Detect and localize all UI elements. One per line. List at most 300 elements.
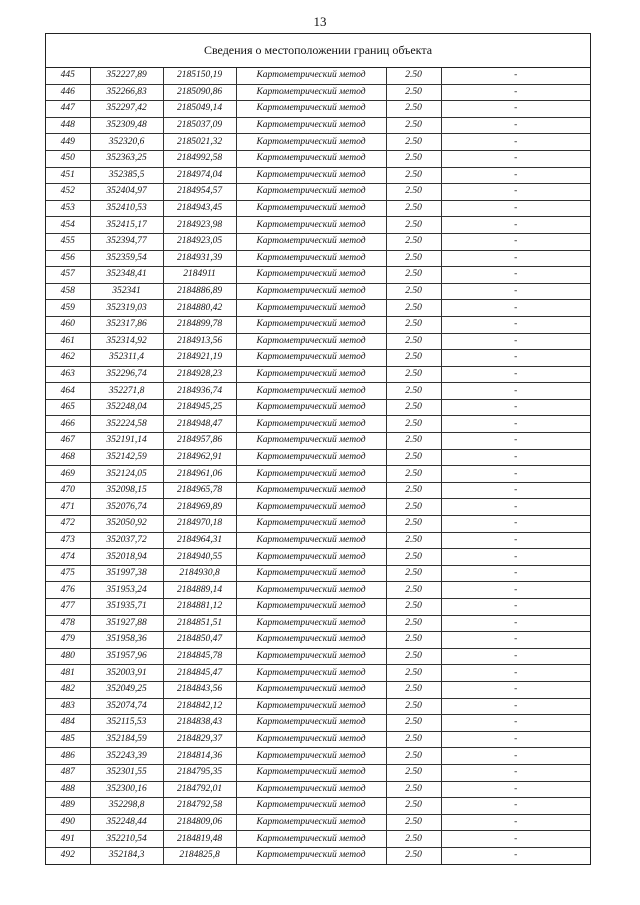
y-coordinate-cell: 2184819,48 [163, 831, 236, 848]
description-cell: - [441, 648, 590, 665]
precision-cell: 2.50 [386, 366, 441, 383]
x-coordinate-cell: 352320,6 [90, 134, 163, 151]
x-coordinate-cell: 352227,89 [90, 68, 163, 84]
method-cell: Картометрический метод [236, 433, 386, 450]
point-number-cell: 454 [46, 217, 90, 234]
y-coordinate-cell: 2184923,05 [163, 233, 236, 250]
description-cell: - [441, 764, 590, 781]
x-coordinate-cell: 352098,15 [90, 482, 163, 499]
y-coordinate-cell: 2185021,32 [163, 134, 236, 151]
table-row [46, 134, 590, 151]
table-row [46, 482, 590, 499]
method-cell: Картометрический метод [236, 399, 386, 416]
x-coordinate-cell: 351958,36 [90, 632, 163, 649]
description-cell: - [441, 184, 590, 201]
precision-cell: 2.50 [386, 831, 441, 848]
point-number-cell: 467 [46, 433, 90, 450]
precision-cell: 2.50 [386, 250, 441, 267]
x-coordinate-cell: 351927,88 [90, 615, 163, 632]
precision-cell: 2.50 [386, 449, 441, 466]
table-row [46, 433, 590, 450]
point-number-cell: 492 [46, 847, 90, 863]
x-coordinate-cell: 352311,4 [90, 350, 163, 367]
table-row [46, 267, 590, 284]
table-row [46, 698, 590, 715]
x-coordinate-cell: 352124,05 [90, 466, 163, 483]
point-number-cell: 491 [46, 831, 90, 848]
description-cell: - [441, 416, 590, 433]
method-cell: Картометрический метод [236, 184, 386, 201]
table-row [46, 582, 590, 599]
table-row [46, 233, 590, 250]
x-coordinate-cell: 352248,04 [90, 399, 163, 416]
x-coordinate-cell: 352314,92 [90, 333, 163, 350]
description-cell: - [441, 101, 590, 118]
precision-cell: 2.50 [386, 499, 441, 516]
method-cell: Картометрический метод [236, 366, 386, 383]
method-cell: Картометрический метод [236, 798, 386, 815]
y-coordinate-cell: 2184911 [163, 267, 236, 284]
y-coordinate-cell: 2184899,78 [163, 316, 236, 333]
page-number: 13 [313, 14, 327, 29]
method-cell: Картометрический метод [236, 217, 386, 234]
precision-cell: 2.50 [386, 316, 441, 333]
description-cell: - [441, 333, 590, 350]
x-coordinate-cell: 352037,72 [90, 532, 163, 549]
x-coordinate-cell: 352248,44 [90, 814, 163, 831]
y-coordinate-cell: 2184845,47 [163, 665, 236, 682]
method-cell: Картометрический метод [236, 350, 386, 367]
method-cell: Картометрический метод [236, 482, 386, 499]
precision-cell: 2.50 [386, 847, 441, 863]
precision-cell: 2.50 [386, 117, 441, 134]
description-cell: - [441, 150, 590, 167]
point-number-cell: 456 [46, 250, 90, 267]
table-row [46, 333, 590, 350]
method-cell: Картометрический метод [236, 167, 386, 184]
y-coordinate-cell: 2184943,45 [163, 200, 236, 217]
precision-cell: 2.50 [386, 68, 441, 84]
precision-cell: 2.50 [386, 615, 441, 632]
method-cell: Картометрический метод [236, 665, 386, 682]
point-number-cell: 455 [46, 233, 90, 250]
method-cell: Картометрический метод [236, 731, 386, 748]
y-coordinate-cell: 2184954,57 [163, 184, 236, 201]
point-number-cell: 462 [46, 350, 90, 367]
table-row [46, 150, 590, 167]
y-coordinate-cell: 2184961,06 [163, 466, 236, 483]
method-cell: Картометрический метод [236, 582, 386, 599]
point-number-cell: 447 [46, 101, 90, 118]
y-coordinate-cell: 2184928,23 [163, 366, 236, 383]
description-cell: - [441, 615, 590, 632]
table-row [46, 499, 590, 516]
description-cell: - [441, 316, 590, 333]
point-number-cell: 480 [46, 648, 90, 665]
table-row [46, 283, 590, 300]
method-cell: Картометрический метод [236, 615, 386, 632]
y-coordinate-cell: 2184829,37 [163, 731, 236, 748]
table-row [46, 764, 590, 781]
description-cell: - [441, 532, 590, 549]
table-row [46, 549, 590, 566]
y-coordinate-cell: 2184842,12 [163, 698, 236, 715]
method-cell: Картометрический метод [236, 632, 386, 649]
y-coordinate-cell: 2184880,42 [163, 300, 236, 317]
x-coordinate-cell: 351997,38 [90, 565, 163, 582]
description-cell: - [441, 84, 590, 101]
y-coordinate-cell: 2185049,14 [163, 101, 236, 118]
description-cell: - [441, 781, 590, 798]
y-coordinate-cell: 2184957,86 [163, 433, 236, 450]
y-coordinate-cell: 2184889,14 [163, 582, 236, 599]
description-cell: - [441, 117, 590, 134]
precision-cell: 2.50 [386, 167, 441, 184]
description-cell: - [441, 482, 590, 499]
description-cell: - [441, 814, 590, 831]
x-coordinate-cell: 351953,24 [90, 582, 163, 599]
description-cell: - [441, 449, 590, 466]
method-cell: Картометрический метод [236, 466, 386, 483]
x-coordinate-cell: 352300,16 [90, 781, 163, 798]
method-cell: Картометрический метод [236, 648, 386, 665]
method-cell: Картометрический метод [236, 117, 386, 134]
precision-cell: 2.50 [386, 731, 441, 748]
description-cell: - [441, 466, 590, 483]
x-coordinate-cell: 352404,97 [90, 184, 163, 201]
point-number-cell: 458 [46, 283, 90, 300]
precision-cell: 2.50 [386, 283, 441, 300]
method-cell: Картометрический метод [236, 250, 386, 267]
precision-cell: 2.50 [386, 84, 441, 101]
precision-cell: 2.50 [386, 665, 441, 682]
y-coordinate-cell: 2185150,19 [163, 68, 236, 84]
point-number-cell: 485 [46, 731, 90, 748]
x-coordinate-cell: 352341 [90, 283, 163, 300]
x-coordinate-cell: 352049,25 [90, 681, 163, 698]
table-row [46, 731, 590, 748]
precision-cell: 2.50 [386, 433, 441, 450]
point-number-cell: 450 [46, 150, 90, 167]
y-coordinate-cell: 2184992,58 [163, 150, 236, 167]
x-coordinate-cell: 352385,5 [90, 167, 163, 184]
method-cell: Картометрический метод [236, 681, 386, 698]
precision-cell: 2.50 [386, 482, 441, 499]
x-coordinate-cell: 352184,59 [90, 731, 163, 748]
y-coordinate-cell: 2184792,01 [163, 781, 236, 798]
description-cell: - [441, 233, 590, 250]
table-row [46, 516, 590, 533]
x-coordinate-cell: 352115,53 [90, 715, 163, 732]
description-cell: - [441, 698, 590, 715]
x-coordinate-cell: 352309,48 [90, 117, 163, 134]
table-row [46, 416, 590, 433]
x-coordinate-cell: 352003,91 [90, 665, 163, 682]
y-coordinate-cell: 2184913,56 [163, 333, 236, 350]
table-row [46, 814, 590, 831]
x-coordinate-cell: 352184,3 [90, 847, 163, 863]
x-coordinate-cell: 352074,74 [90, 698, 163, 715]
table-row [46, 615, 590, 632]
precision-cell: 2.50 [386, 150, 441, 167]
description-cell: - [441, 267, 590, 284]
method-cell: Картометрический метод [236, 84, 386, 101]
x-coordinate-cell: 352359,54 [90, 250, 163, 267]
coordinates-table [46, 68, 590, 864]
x-coordinate-cell: 352394,77 [90, 233, 163, 250]
point-number-cell: 453 [46, 200, 90, 217]
description-cell: - [441, 831, 590, 848]
y-coordinate-cell: 2184814,36 [163, 748, 236, 765]
precision-cell: 2.50 [386, 416, 441, 433]
point-number-cell: 487 [46, 764, 90, 781]
method-cell: Картометрический метод [236, 416, 386, 433]
method-cell: Картометрический метод [236, 516, 386, 533]
table-row [46, 350, 590, 367]
y-coordinate-cell: 2184921,19 [163, 350, 236, 367]
precision-cell: 2.50 [386, 383, 441, 400]
precision-cell: 2.50 [386, 798, 441, 815]
method-cell: Картометрический метод [236, 549, 386, 566]
point-number-cell: 476 [46, 582, 90, 599]
precision-cell: 2.50 [386, 200, 441, 217]
precision-cell: 2.50 [386, 516, 441, 533]
table-row [46, 466, 590, 483]
precision-cell: 2.50 [386, 399, 441, 416]
method-cell: Картометрический метод [236, 764, 386, 781]
table-row [46, 565, 590, 582]
point-number-cell: 466 [46, 416, 90, 433]
description-cell: - [441, 217, 590, 234]
table-row [46, 632, 590, 649]
method-cell: Картометрический метод [236, 814, 386, 831]
table-row [46, 847, 590, 863]
method-cell: Картометрический метод [236, 499, 386, 516]
table-row [46, 781, 590, 798]
point-number-cell: 488 [46, 781, 90, 798]
y-coordinate-cell: 2184792,58 [163, 798, 236, 815]
description-cell: - [441, 516, 590, 533]
description-cell: - [441, 283, 590, 300]
table-row [46, 532, 590, 549]
x-coordinate-cell: 351957,96 [90, 648, 163, 665]
y-coordinate-cell: 2184843,56 [163, 681, 236, 698]
description-cell: - [441, 433, 590, 450]
description-cell: - [441, 847, 590, 863]
point-number-cell: 482 [46, 681, 90, 698]
description-cell: - [441, 582, 590, 599]
y-coordinate-cell: 2184965,78 [163, 482, 236, 499]
method-cell: Картометрический метод [236, 748, 386, 765]
point-number-cell: 449 [46, 134, 90, 151]
description-cell: - [441, 731, 590, 748]
table-row [46, 798, 590, 815]
method-cell: Картометрический метод [236, 565, 386, 582]
point-number-cell: 460 [46, 316, 90, 333]
precision-cell: 2.50 [386, 466, 441, 483]
y-coordinate-cell: 2184962,91 [163, 449, 236, 466]
precision-cell: 2.50 [386, 781, 441, 798]
y-coordinate-cell: 2185037,09 [163, 117, 236, 134]
description-cell: - [441, 748, 590, 765]
y-coordinate-cell: 2184809,06 [163, 814, 236, 831]
method-cell: Картометрический метод [236, 150, 386, 167]
boundary-table-frame [45, 33, 591, 865]
method-cell: Картометрический метод [236, 200, 386, 217]
method-cell: Картометрический метод [236, 599, 386, 616]
y-coordinate-cell: 2184969,89 [163, 499, 236, 516]
method-cell: Картометрический метод [236, 781, 386, 798]
x-coordinate-cell: 352410,53 [90, 200, 163, 217]
description-cell: - [441, 599, 590, 616]
table-row [46, 184, 590, 201]
x-coordinate-cell: 352018,94 [90, 549, 163, 566]
precision-cell: 2.50 [386, 333, 441, 350]
method-cell: Картометрический метод [236, 267, 386, 284]
y-coordinate-cell: 2184945,25 [163, 399, 236, 416]
method-cell: Картометрический метод [236, 831, 386, 848]
description-cell: - [441, 250, 590, 267]
method-cell: Картометрический метод [236, 715, 386, 732]
y-coordinate-cell: 2184838,43 [163, 715, 236, 732]
table-row [46, 665, 590, 682]
precision-cell: 2.50 [386, 814, 441, 831]
x-coordinate-cell: 352050,92 [90, 516, 163, 533]
precision-cell: 2.50 [386, 350, 441, 367]
method-cell: Картометрический метод [236, 698, 386, 715]
description-cell: - [441, 565, 590, 582]
coordinates-table-body [46, 68, 590, 864]
description-cell: - [441, 798, 590, 815]
x-coordinate-cell: 352301,55 [90, 764, 163, 781]
method-cell: Картометрический метод [236, 532, 386, 549]
y-coordinate-cell: 2185090,86 [163, 84, 236, 101]
x-coordinate-cell: 352266,83 [90, 84, 163, 101]
point-number-cell: 474 [46, 549, 90, 566]
y-coordinate-cell: 2184886,89 [163, 283, 236, 300]
point-number-cell: 477 [46, 599, 90, 616]
x-coordinate-cell: 351935,71 [90, 599, 163, 616]
y-coordinate-cell: 2184964,31 [163, 532, 236, 549]
description-cell: - [441, 549, 590, 566]
point-number-cell: 446 [46, 84, 90, 101]
point-number-cell: 478 [46, 615, 90, 632]
precision-cell: 2.50 [386, 233, 441, 250]
point-number-cell: 451 [46, 167, 90, 184]
x-coordinate-cell: 352271,8 [90, 383, 163, 400]
table-row [46, 449, 590, 466]
method-cell: Картометрический метод [236, 333, 386, 350]
point-number-cell: 459 [46, 300, 90, 317]
y-coordinate-cell: 2184881,12 [163, 599, 236, 616]
y-coordinate-cell: 2184795,35 [163, 764, 236, 781]
table-row [46, 217, 590, 234]
table-row [46, 316, 590, 333]
description-cell: - [441, 366, 590, 383]
section-title: Сведения о местоположении границ объекта [46, 34, 590, 68]
x-coordinate-cell: 352317,86 [90, 316, 163, 333]
x-coordinate-cell: 352243,39 [90, 748, 163, 765]
table-row [46, 715, 590, 732]
table-row [46, 383, 590, 400]
precision-cell: 2.50 [386, 599, 441, 616]
precision-cell: 2.50 [386, 134, 441, 151]
x-coordinate-cell: 352363,25 [90, 150, 163, 167]
method-cell: Картометрический метод [236, 233, 386, 250]
description-cell: - [441, 167, 590, 184]
point-number-cell: 470 [46, 482, 90, 499]
description-cell: - [441, 134, 590, 151]
point-number-cell: 445 [46, 68, 90, 84]
point-number-cell: 463 [46, 366, 90, 383]
point-number-cell: 483 [46, 698, 90, 715]
y-coordinate-cell: 2184936,74 [163, 383, 236, 400]
precision-cell: 2.50 [386, 632, 441, 649]
table-row [46, 300, 590, 317]
y-coordinate-cell: 2184930,8 [163, 565, 236, 582]
x-coordinate-cell: 352076,74 [90, 499, 163, 516]
precision-cell: 2.50 [386, 565, 441, 582]
method-cell: Картометрический метод [236, 300, 386, 317]
precision-cell: 2.50 [386, 582, 441, 599]
precision-cell: 2.50 [386, 532, 441, 549]
method-cell: Картометрический метод [236, 383, 386, 400]
precision-cell: 2.50 [386, 698, 441, 715]
description-cell: - [441, 200, 590, 217]
precision-cell: 2.50 [386, 300, 441, 317]
precision-cell: 2.50 [386, 101, 441, 118]
point-number-cell: 489 [46, 798, 90, 815]
description-cell: - [441, 681, 590, 698]
table-row [46, 366, 590, 383]
point-number-cell: 465 [46, 399, 90, 416]
x-coordinate-cell: 352296,74 [90, 366, 163, 383]
table-row [46, 101, 590, 118]
precision-cell: 2.50 [386, 764, 441, 781]
method-cell: Картометрический метод [236, 283, 386, 300]
point-number-cell: 472 [46, 516, 90, 533]
x-coordinate-cell: 352348,41 [90, 267, 163, 284]
table-row [46, 84, 590, 101]
description-cell: - [441, 300, 590, 317]
table-row [46, 167, 590, 184]
precision-cell: 2.50 [386, 184, 441, 201]
description-cell: - [441, 383, 590, 400]
y-coordinate-cell: 2184948,47 [163, 416, 236, 433]
point-number-cell: 481 [46, 665, 90, 682]
precision-cell: 2.50 [386, 549, 441, 566]
point-number-cell: 464 [46, 383, 90, 400]
point-number-cell: 473 [46, 532, 90, 549]
method-cell: Картометрический метод [236, 134, 386, 151]
table-row [46, 250, 590, 267]
x-coordinate-cell: 352298,8 [90, 798, 163, 815]
description-cell: - [441, 632, 590, 649]
x-coordinate-cell: 352297,42 [90, 101, 163, 118]
x-coordinate-cell: 352191,14 [90, 433, 163, 450]
y-coordinate-cell: 2184851,51 [163, 615, 236, 632]
y-coordinate-cell: 2184923,98 [163, 217, 236, 234]
x-coordinate-cell: 352142,59 [90, 449, 163, 466]
point-number-cell: 469 [46, 466, 90, 483]
method-cell: Картометрический метод [236, 316, 386, 333]
precision-cell: 2.50 [386, 267, 441, 284]
table-row [46, 117, 590, 134]
method-cell: Картометрический метод [236, 449, 386, 466]
method-cell: Картометрический метод [236, 847, 386, 863]
description-cell: - [441, 499, 590, 516]
point-number-cell: 448 [46, 117, 90, 134]
